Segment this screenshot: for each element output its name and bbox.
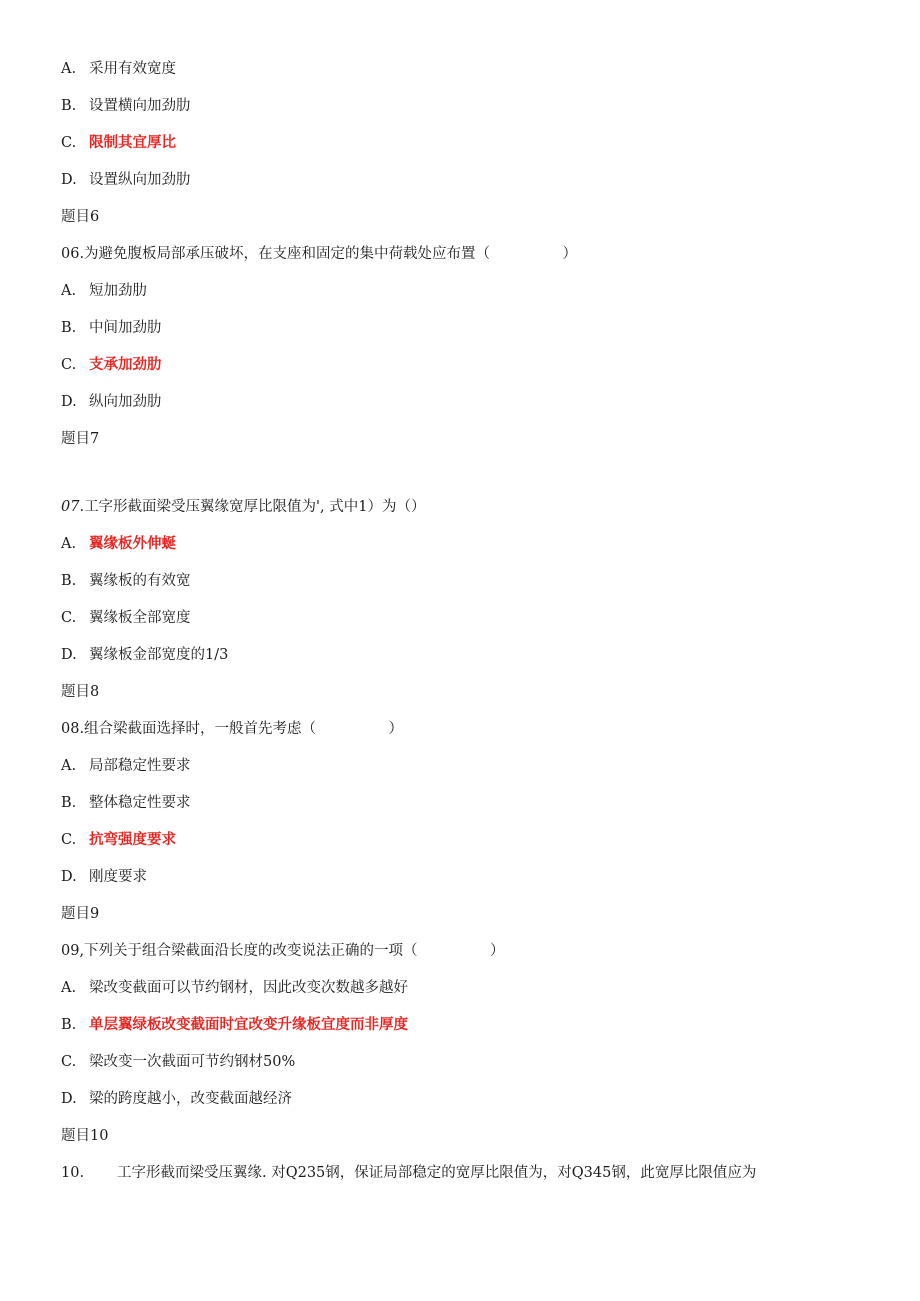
option-letter: D. [61,647,77,663]
option-letter: A. [61,283,77,299]
option-text: 设置横向加劲肋 [89,98,191,114]
option-q05-b [61,96,191,116]
option-text: 梁的跨度越小，改变截面越经济 [89,1091,292,1107]
option-q08-d [61,867,147,887]
question-text-6: 06.为避免腹板局部承压破坏，在支座和固定的集中荷载处应布置（ ） [61,246,578,262]
option-q08-c [61,830,176,850]
option-q07-b [61,571,191,591]
option-q07-d [61,645,228,665]
question-heading-9: 题目9 [61,906,100,922]
option-text: 梁改变一次截面可节约钢材50% [89,1054,296,1070]
option-q06-a [61,281,147,301]
option-text: 梁改变截面可以节约钢材，因此改变次数越多越好 [89,980,408,996]
option-letter: B. [61,1017,77,1033]
option-letter: B. [61,573,77,589]
option-text: 局部稳定性要求 [89,758,191,774]
option-text: 翼缘板金部宽度的1/3 [89,647,229,663]
option-letter: D. [61,394,77,410]
option-q09-a [61,978,408,998]
option-q07-c [61,608,191,628]
option-letter: C. [61,357,77,373]
question-heading-8: 题目8 [61,684,100,700]
option-letter: D. [61,869,77,885]
question-body: 工字形截而梁受压翼缘. 对Q235钢，保证局部稳定的宽厚比限值为，对Q345钢，此宽厚比限值应为 [117,1165,757,1181]
question-number: 10. [61,1165,85,1181]
question-heading-7: 题目7 [61,431,100,447]
option-letter: C. [61,135,77,151]
option-text: 采用有效宽度 [89,61,176,77]
option-letter: D. [61,172,77,188]
option-letter: B. [61,795,77,811]
question-text-9: 09,下列关于组合梁截面沿长度的改变说法正确的一项（ ） [61,943,505,959]
option-text: 翼缘板全部宽度 [89,610,191,626]
option-letter: D. [61,1091,77,1107]
correct-answer-text: 抗弯强度要求 [89,832,176,848]
question-text-10 [61,1163,756,1183]
question-text-8: 08.组合梁截面选择时，一般首先考虑（ ） [61,721,404,737]
question-body: 工字形截面梁受压翼缘宽厚比限值为', 式中1）为（） [84,499,426,515]
option-letter: B. [61,98,77,114]
option-q06-c [61,355,162,375]
option-text: 纵向加劲肋 [89,394,162,410]
correct-answer-text: 单层翼绿板改变截面时宜改变升缘板宜度而非厚度 [89,1017,408,1033]
option-q09-c [61,1052,295,1072]
option-text: 短加劲肋 [89,283,147,299]
option-letter: C. [61,832,77,848]
option-q09-d [61,1089,292,1109]
question-heading-6: 题目6 [61,209,100,225]
option-q06-d [61,392,162,412]
option-text: 刚度要求 [89,869,147,885]
option-q07-a [61,534,176,554]
option-letter: A. [61,61,77,77]
option-letter: A. [61,536,77,552]
option-text: 整体稳定性要求 [89,795,191,811]
correct-answer-text: 支承加劲肋 [89,357,162,373]
option-q06-b [61,318,162,338]
option-text: 设置纵向加劲肋 [89,172,191,188]
correct-answer-text: 限制其宜厚比 [89,135,176,151]
option-q05-c [61,133,176,153]
option-letter: B. [61,320,77,336]
option-letter: C. [61,610,77,626]
option-q05-a [61,59,176,79]
option-q09-b [61,1015,408,1035]
option-letter: A. [61,758,77,774]
option-letter: A. [61,980,77,996]
option-text: 翼缘板的有效宽 [89,573,191,589]
option-q05-d [61,170,191,190]
correct-answer-text: 翼缘板外伸蜒 [89,536,176,552]
question-heading-10: 题目10 [61,1128,109,1144]
question-number: 07. [61,499,85,515]
option-q08-a [61,756,191,776]
question-text-7 [61,497,426,517]
option-q08-b [61,793,191,813]
option-letter: C. [61,1054,77,1070]
option-text: 中间加劲肋 [89,320,162,336]
